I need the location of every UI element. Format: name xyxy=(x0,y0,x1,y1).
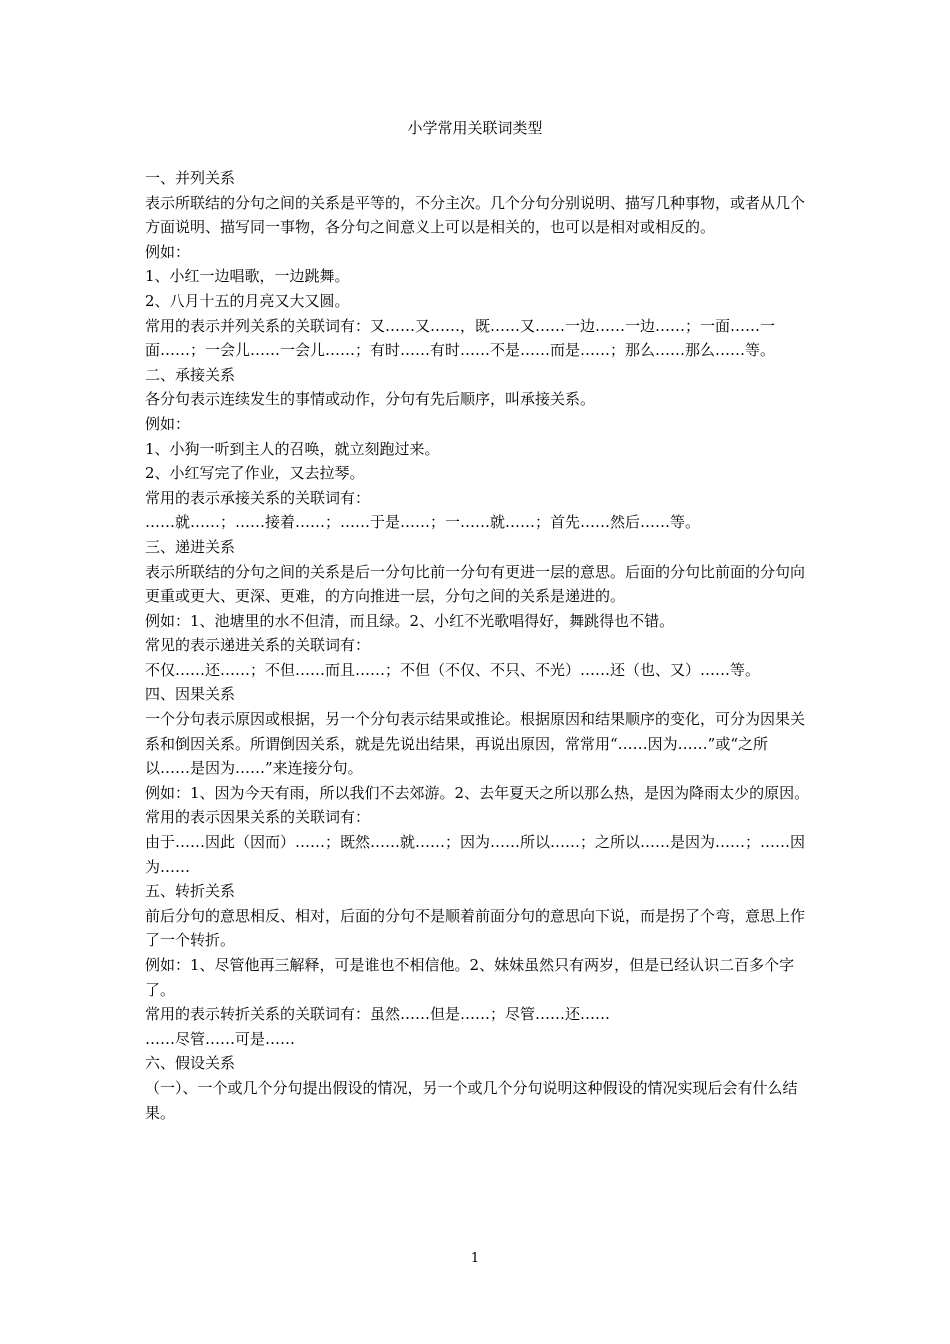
paragraph: 各分句表示连续发生的事情或动作，分句有先后顺序，叫承接关系。 xyxy=(145,390,596,409)
paragraph: 常用的表示并列关系的关联词有：又……又……，既……又……一边……一边……；一面……一面……；一会儿……一会儿……；有时……有时……不是……而是……；那么……那么……等。 xyxy=(145,316,776,360)
example-line: 例如：1、尽管他再三解释，可是谁也不相信他。2、妹妹虽然只有两岁，但是已经认识二百多个字了。 xyxy=(145,956,795,999)
paragraph: 常用的表示转折关系的关联词有：虽然……但是……；尽管……还…… xyxy=(145,1005,611,1024)
document-body xyxy=(145,166,810,1125)
paragraph: 由于……因此（因而）……；既然……就……；因为……所以……；之所以……是因为……；……因为…… xyxy=(145,833,806,876)
paragraph: 常用的表示因果关系的关联词有： xyxy=(145,808,371,827)
section-heading: 二、承接关系 xyxy=(145,365,236,384)
example-line: 2、八月十五的月亮又大又圆。 xyxy=(145,291,350,310)
paragraph: ……就……；……接着……；……于是……；一……就……；首先……然后……等。 xyxy=(145,513,701,532)
example-label: 例如： xyxy=(145,242,191,261)
paragraph: ……尽管……可是…… xyxy=(145,1029,296,1048)
page-title: 小学常用关联词类型 xyxy=(407,119,543,137)
example-label: 例如： xyxy=(145,414,191,433)
paragraph: 表示所联结的分句之间的关系是平等的，不分主次。几个分句分别说明、描写几种事物，或者从几个方面说明、描写同一事物，各分句之间意义上可以是相关的，也可以是相对或相反的。 xyxy=(145,193,806,237)
section-heading: 一、并列关系 xyxy=(145,169,236,187)
paragraph: 常见的表示递进关系的关联词有： xyxy=(145,636,371,655)
example-line: 1、小红一边唱歌，一边跳舞。 xyxy=(145,267,350,286)
example-line: 例如：1、因为今天有雨，所以我们不去郊游。2、去年夏天之所以那么热，是因为降雨太少的原因。 xyxy=(145,783,810,802)
example-line: 例如：1、池塘里的水不但清，而且绿。2、小红不光歌唱得好，舞跳得也不错。 xyxy=(145,611,675,630)
section-heading: 四、因果关系 xyxy=(145,685,236,704)
section-heading: 六、假设关系 xyxy=(145,1054,236,1073)
paragraph: 不仅……还……；不但……而且……；不但（不仅、不只、不光）……还（也、又）……等。 xyxy=(145,660,761,679)
section-heading: 五、转折关系 xyxy=(145,882,236,901)
example-line: 2、小红写完了作业，又去拉琴。 xyxy=(145,464,365,483)
paragraph: 表示所联结的分句之间的关系是后一分句比前一分句有更进一层的意思。后面的分句比前面的分句向更重或更大、更深、更难，的方向推进一层，分句之间的关系是递进的。 xyxy=(145,562,806,606)
page-number: 1 xyxy=(470,1251,480,1266)
section-heading: 三、递进关系 xyxy=(145,537,236,556)
paragraph: 一个分句表示原因或根据，另一个分句表示结果或推论。根据原因和结果顺序的变化，可分为因果关系和倒因关系。所谓倒因关系，就是先说出结果，再说出原因，常常用“……因为……”或“之所以……是因为……”来连接分句。 xyxy=(145,710,806,778)
example-line: 1、小狗一听到主人的召唤，就立刻跑过来。 xyxy=(145,439,440,458)
paragraph: （一）、一个或几个分句提出假设的情况，另一个或几个分句说明这种假设的情况实现后会有什么结果。 xyxy=(145,1078,798,1122)
paragraph: 常用的表示承接关系的关联词有： xyxy=(145,488,371,507)
paragraph: 前后分句的意思相反、相对，后面的分句不是顺着前面分句的意思向下说，而是拐了个弯，意思上作了一个转折。 xyxy=(145,906,806,950)
